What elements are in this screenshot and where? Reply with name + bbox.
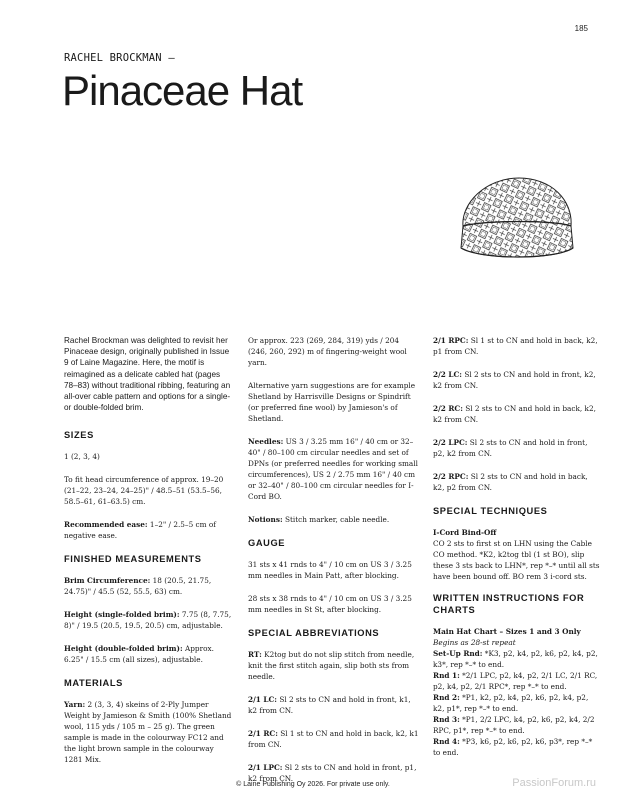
notions-info <box>248 514 420 525</box>
abbr-text: Sl 1 st to CN and hold in back, k2, k1 from CN. <box>248 729 419 749</box>
notions-label: Notions: <box>248 515 283 524</box>
round-text: *P3, k6, p2, k6, p2, k6, p3*, rep *–* to end. <box>433 737 593 757</box>
yarn-value: 2 (3, 3, 4) skeins of 2-Ply Jumper Weight by Jamieson & Smith (100% Shetland wool, 115 yds / 105 m – 25 g). The green sample is made in the colourway FC12 and the light brown sample in the colourway 1281 Mix. <box>64 700 232 765</box>
round-text: *K3, p2, k4, p2, k6, p2, k4, p2, k3*, rep *–* to end. <box>433 649 598 669</box>
yarn-info <box>64 699 232 765</box>
materials-heading: MATERIALS <box>64 678 123 689</box>
hat-illustration <box>455 174 577 266</box>
round-text: *2/1 LPC, p2, k4, p2, 2/1 LC, 2/1 RC, p2, k4, p2, 2/1 RPC*, rep *–* to end. <box>433 671 598 691</box>
abbr-22lpc <box>433 437 601 459</box>
column-2 <box>248 335 420 796</box>
sizes-heading: SIZES <box>64 430 94 441</box>
ease-value: 1–2" / 2.5–5 cm of negative ease. <box>64 520 216 541</box>
round-text: *P1, k2, p2, k4, p2, k6, p2, k4, p2, k2, p1*, rep *–* to end. <box>433 693 589 713</box>
abbr-text: Sl 1 st to CN and hold in back, k2, p1 from CN. <box>433 336 598 356</box>
abbr-21rpc <box>433 335 601 357</box>
repeat-note: Begins as 28-st repeat <box>433 638 516 647</box>
column-1 <box>64 335 232 777</box>
abbr-label: 2/1 LPC: <box>248 763 283 772</box>
abbr-text: Sl 2 sts to CN and hold in front, p1, k2 from CN. <box>248 763 417 783</box>
notions-value: Stitch marker, cable needle. <box>282 515 390 524</box>
gauge-heading: GAUGE <box>248 538 286 548</box>
brim-circumference <box>64 575 232 597</box>
sizes-fit: To fit head circumference of approx. 19–20 (21–22, 23–24, 24–25)" / 48.5–51 (53.5–56, 58.5–61, 61–63.5) cm. <box>64 475 224 507</box>
round-row <box>433 736 601 758</box>
single-label: Height (single-folded brim): <box>64 610 180 620</box>
abbr-22rc <box>433 403 601 425</box>
round-label: Rnd 4: <box>433 737 460 746</box>
round-row <box>433 692 601 714</box>
recommended-ease <box>64 519 232 541</box>
needles-info <box>248 436 420 502</box>
height-single <box>64 609 232 631</box>
column-3 <box>433 335 601 768</box>
icord-heading: I-Cord Bind-Off <box>433 528 497 537</box>
abbr-text: Sl 2 sts to CN and hold in back, k2, p2 from CN. <box>433 472 588 492</box>
round-label: Rnd 2: <box>433 693 460 702</box>
height-double <box>64 643 232 665</box>
single-value: 7.75 (8, 7.75, 8)" / 19.5 (20.5, 19.5, 20.5) cm, adjustable. <box>64 610 232 631</box>
yarn-approx: Or approx. 223 (269, 284, 319) yds / 204 (246, 260, 292) m of fingering-weight wool yarn. <box>248 336 407 367</box>
abbr-label: 2/1 LC: <box>248 695 277 704</box>
abbr-text: Sl 2 sts to CN and hold in front, k1, k2 from CN. <box>248 695 411 715</box>
copyright-footer: © Laine Publishing Oy 2026. For private use only. <box>236 781 390 788</box>
watermark: PassionForum.ru <box>512 777 596 789</box>
abbr-rt <box>248 649 420 682</box>
brim-value: 18 (20.5, 21.75, 24.75)" / 45.5 (52, 55.5, 63) cm. <box>64 576 212 597</box>
charts-heading: WRITTEN INSTRUCTIONS FOR CHARTS <box>433 593 585 615</box>
abbr-label: 2/2 LPC: <box>433 438 468 447</box>
abbr-21rc <box>248 728 420 750</box>
yarn-alternatives: Alternative yarn suggestions are for example Shetland by Harrisville Designs or Spindrift (or preferred fine wool) by Jamieson's of Shetland. <box>248 381 416 423</box>
abbr-label: 2/1 RPC: <box>433 336 469 345</box>
double-label: Height (double-folded brim): <box>64 644 183 654</box>
gauge-main: 31 sts x 41 rnds to 4" / 10 cm on US 3 / 3.25 mm needles in Main Patt, after blocking. <box>248 560 412 580</box>
abbr-label: 2/2 LC: <box>433 370 462 379</box>
abbr-label: 2/2 RC: <box>433 404 463 413</box>
abbreviations-heading: SPECIAL ABBREVIATIONS <box>248 628 380 638</box>
icord-text: CO 2 sts to first st on LHN using the Cable CO method. *K2, k2tog tbl (1 st BO), slip these 3 sts back to LHN*, rep *–* until all sts have been bound off. BO rem 3 i-cord sts. <box>433 539 600 581</box>
abbr-21lc <box>248 694 420 716</box>
abbr-text: Sl 2 sts to CN and hold in back, k2, k2 from CN. <box>433 404 596 424</box>
abbr-22lc <box>433 369 601 391</box>
round-label: Set-Up Rnd: <box>433 649 483 658</box>
ease-label: Recommended ease: <box>64 520 148 530</box>
page-number: 185 <box>574 24 588 33</box>
abbr-text: Sl 2 sts to CN and hold in front, k2, k2 from CN. <box>433 370 596 390</box>
abbr-label: RT: <box>248 650 262 659</box>
round-label: Rnd 1: <box>433 671 460 680</box>
sizes-values: 1 (2, 3, 4) <box>64 452 100 462</box>
icord-technique <box>433 527 601 582</box>
finished-heading: FINISHED MEASUREMENTS <box>64 554 202 565</box>
round-row <box>433 670 601 692</box>
abbr-text: K2tog but do not slip stitch from needle, knit the first stitch again, slip both sts from needle. <box>248 650 415 681</box>
double-value: Approx. 6.25" / 15.5 cm (all sizes), adjustable. <box>64 644 214 665</box>
gauge-stst: 28 sts x 38 rnds to 4" / 10 cm on US 3 / 3.25 mm needles in St St, after blocking. <box>248 594 412 614</box>
chart-subheading: Main Hat Chart – Sizes 1 and 3 Only <box>433 627 581 636</box>
brim-label: Brim Circumference: <box>64 576 151 586</box>
round-row <box>433 648 601 670</box>
designer-name: RACHEL BROCKMAN — <box>64 52 175 64</box>
techniques-heading: SPECIAL TECHNIQUES <box>433 506 548 516</box>
abbr-label: 2/2 RPC: <box>433 472 469 481</box>
chart-repeat <box>433 637 601 648</box>
page-title: Pinaceae Hat <box>62 67 303 114</box>
needles-label: Needles: <box>248 437 284 446</box>
round-text: *P1, 2/2 LPC, k4, p2, k6, p2, k4, 2/2 RPC, p1*, rep *–* to end. <box>433 715 595 735</box>
yarn-label: Yarn: <box>64 700 86 710</box>
abbr-text: Sl 2 sts to CN and hold in front, p2, k2 from CN. <box>433 438 588 458</box>
abbr-label: 2/1 RC: <box>248 729 278 738</box>
chart-instructions <box>433 626 601 758</box>
needles-value: US 3 / 3.25 mm 16" / 40 cm or 32–40" / 80–100 cm circular needles and set of DPNs (or preferred needles for working small circumferences), US 2 / 2.75 mm 16" / 40 cm or 32–40" / 80–100 cm circular needles for I-Cord BO. <box>248 437 418 501</box>
round-label: Rnd 3: <box>433 715 460 724</box>
abbr-22rpc <box>433 471 601 493</box>
intro-text: Rachel Brockman was delighted to revisit her Pinaceae design, originally published in Issue 9 of Laine Magazine. Here, the motif is reimagined as a delicate cabled hat (pages 78–83) without traditional ribbing, featuring an all-over cable pattern and options for a single- or double-folded brim. <box>64 336 231 413</box>
round-row <box>433 714 601 736</box>
